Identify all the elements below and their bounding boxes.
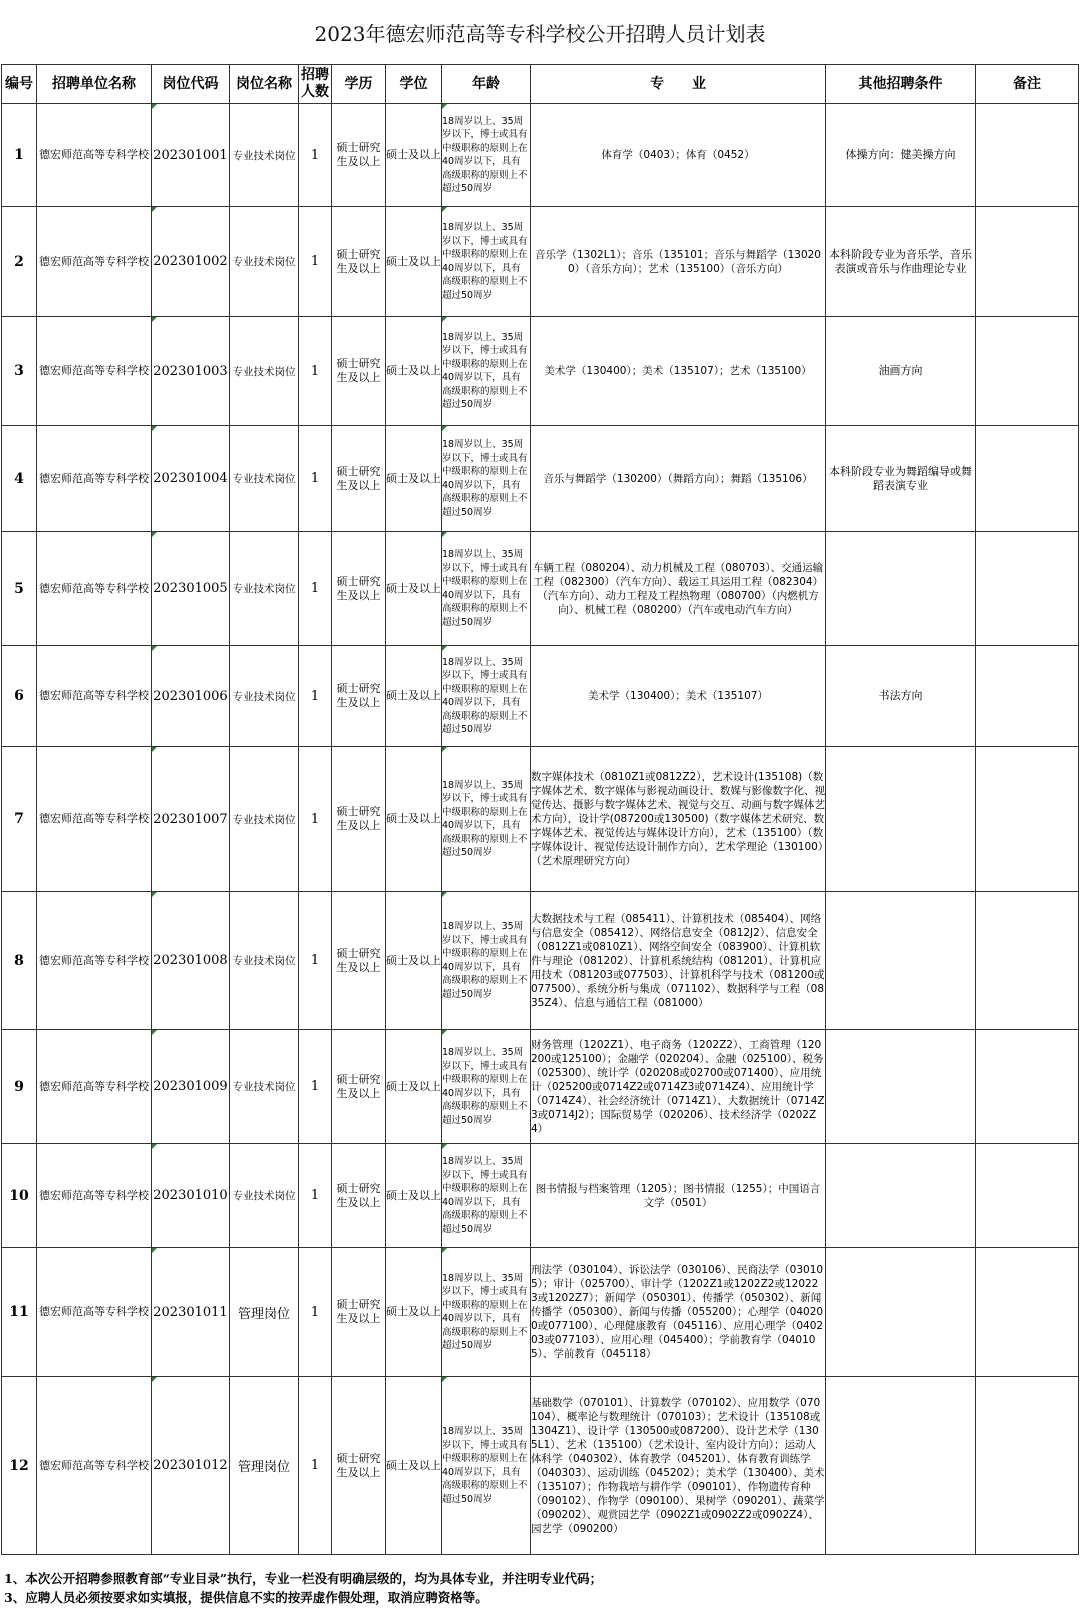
cell-code: 202301007	[152, 747, 230, 892]
cell-count: 1	[299, 1030, 332, 1144]
cell-count: 1	[299, 1144, 332, 1248]
cell-code: 202301004	[152, 426, 230, 532]
cell-degree: 硕士及以上	[386, 1248, 442, 1377]
table-row	[2, 426, 1079, 532]
footnote-3: 3、应聘人员必须按要求如实填报，提供信息不实的按弄虚作假处理，取消应聘资格等。	[4, 1590, 488, 1605]
header-degree: 学位	[386, 65, 442, 104]
table-row	[2, 646, 1079, 747]
header-edu: 学历	[332, 65, 386, 104]
cell-other: 本科阶段专业为舞蹈编导或舞蹈表演专业	[826, 426, 976, 532]
cell-unit: 德宏师范高等专科学校	[37, 1144, 152, 1248]
cell-note	[976, 426, 1079, 532]
cell-major: 数字媒体技术（0810Z1或0812Z2），艺术设计(135108)（数字媒体艺术、数字媒体与影视动画设计、数媒与影像数字化、视觉传达、摄影与数字媒体艺术、视觉与交互、动画与数字媒体艺术方向），设计学(087200或130500)（数字媒体艺术研究、数字媒体艺术、视觉传达与媒体设计方向），艺术（135100）（数字媒体设计、视觉传达设计制作方向），艺术学理论（130100）（艺术原理研究方向）	[531, 747, 826, 892]
cell-age: 18周岁以上、35周岁以下，博士或具有中级职称的原则上在40周岁以下，具有高级职称的原则上不超过50周岁	[442, 1248, 531, 1377]
cell-post: 专业技术岗位	[230, 532, 299, 646]
footnotes	[4, 1569, 1074, 1607]
cell-no: 11	[2, 1248, 37, 1377]
cell-other: 体操方向：健美操方向	[826, 104, 976, 207]
cell-unit: 德宏师范高等专科学校	[37, 207, 152, 317]
cell-note	[976, 1248, 1079, 1377]
cell-other: 油画方向	[826, 317, 976, 426]
cell-other	[826, 532, 976, 646]
cell-post: 专业技术岗位	[230, 747, 299, 892]
cell-code: 202301010	[152, 1144, 230, 1248]
cell-edu: 硕士研究生及以上	[332, 532, 386, 646]
cell-other	[826, 1377, 976, 1555]
cell-degree: 硕士及以上	[386, 104, 442, 207]
cell-degree: 硕士及以上	[386, 1377, 442, 1555]
cell-no: 9	[2, 1030, 37, 1144]
table-row	[2, 892, 1079, 1030]
cell-degree: 硕士及以上	[386, 207, 442, 317]
cell-no: 10	[2, 1144, 37, 1248]
cell-note	[976, 1377, 1079, 1555]
cell-no: 4	[2, 426, 37, 532]
cell-age: 18周岁以上、35周岁以下，博士或具有中级职称的原则上在40周岁以下，具有高级职称的原则上不超过50周岁	[442, 1030, 531, 1144]
cell-post: 专业技术岗位	[230, 646, 299, 747]
cell-other: 本科阶段专业为音乐学、音乐表演或音乐与作曲理论专业	[826, 207, 976, 317]
cell-count: 1	[299, 104, 332, 207]
cell-post: 专业技术岗位	[230, 317, 299, 426]
cell-major: 基础数学（070101）、计算数学（070102）、应用数学（070104）、概率论与数理统计（070103）；艺术设计（135108或1304Z1）、设计学（130500或087200）、设计艺术学（1305L1）、艺术（135100）（艺术设计、室内设计方向）；运动人体科学（040302）、体育教学（045201）、体育教育训练学（040303）、运动训练（045202）；美术学（130400）、美术（135107）；作物栽培与耕作学（090101）、作物遗传育种（090102）、作物学（090100）、果树学（090201）、蔬菜学（090202）、观赏园艺学（0902Z1或0902Z2或0902Z4）、园艺学（090200）	[531, 1377, 826, 1555]
cell-major: 图书情报与档案管理（1205）；图书情报（1255）；中国语言文学（0501）	[531, 1144, 826, 1248]
header-major: 专 业	[531, 65, 826, 104]
cell-post: 专业技术岗位	[230, 1144, 299, 1248]
cell-degree: 硕士及以上	[386, 317, 442, 426]
header-count: 招聘人数	[299, 65, 332, 104]
cell-count: 1	[299, 892, 332, 1030]
cell-post: 专业技术岗位	[230, 426, 299, 532]
cell-no: 12	[2, 1377, 37, 1555]
cell-degree: 硕士及以上	[386, 426, 442, 532]
cell-major: 体育学（0403）；体育（0452）	[531, 104, 826, 207]
cell-edu: 硕士研究生及以上	[332, 1144, 386, 1248]
cell-edu: 硕士研究生及以上	[332, 747, 386, 892]
cell-count: 1	[299, 532, 332, 646]
cell-age: 18周岁以上、35周岁以下，博士或具有中级职称的原则上在40周岁以下，具有高级职称的原则上不超过50周岁	[442, 747, 531, 892]
cell-code: 202301003	[152, 317, 230, 426]
cell-code: 202301002	[152, 207, 230, 317]
cell-major: 大数据技术与工程（085411）、计算机技术（085404）、网络与信息安全（085412）、网络信息安全（0812J2）、信息安全（0812Z1或0810Z1）、网络空间安全（083900）、计算机软件与理论（081202）、计算机系统结构（081201）、计算机应用技术（081203或077503）、计算机科学与技术（081200或077500）、系统分析与集成（071102）、数据科学与工程（0835Z4）、信息与通信工程（081000）	[531, 892, 826, 1030]
cell-code: 202301005	[152, 532, 230, 646]
cell-edu: 硕士研究生及以上	[332, 1248, 386, 1377]
cell-degree: 硕士及以上	[386, 532, 442, 646]
cell-count: 1	[299, 747, 332, 892]
cell-no: 6	[2, 646, 37, 747]
cell-code: 202301008	[152, 892, 230, 1030]
cell-code: 202301006	[152, 646, 230, 747]
header-unit: 招聘单位名称	[37, 65, 152, 104]
cell-other	[826, 1144, 976, 1248]
cell-edu: 硕士研究生及以上	[332, 892, 386, 1030]
cell-code: 202301012	[152, 1377, 230, 1555]
cell-post: 专业技术岗位	[230, 892, 299, 1030]
cell-note	[976, 747, 1079, 892]
cell-degree: 硕士及以上	[386, 1144, 442, 1248]
cell-other	[826, 892, 976, 1030]
cell-age: 18周岁以上、35周岁以下，博士或具有中级职称的原则上在40周岁以下，具有高级职称的原则上不超过50周岁	[442, 207, 531, 317]
cell-note	[976, 532, 1079, 646]
cell-unit: 德宏师范高等专科学校	[37, 426, 152, 532]
footnote-1: 1、本次公开招聘参照教育部“专业目录”执行，专业一栏没有明确层级的，均为具体专业，并注明专业代码；	[4, 1571, 603, 1586]
header-note: 备注	[976, 65, 1079, 104]
cell-edu: 硕士研究生及以上	[332, 426, 386, 532]
header-code: 岗位代码	[152, 65, 230, 104]
cell-age: 18周岁以上、35周岁以下，博士或具有中级职称的原则上在40周岁以下，具有高级职称的原则上不超过50周岁	[442, 426, 531, 532]
cell-post: 管理岗位	[230, 1377, 299, 1555]
cell-code: 202301001	[152, 104, 230, 207]
cell-major: 刑法学（030104）、诉讼法学（030106）、民商法学（030105）；审计（025700）、审计学（1202Z1或1202Z2或120223或1202Z7）；新闻学（050301）、传播学（050302）、新闻传播学（050300）、新闻与传播（055200）；心理学（040200或077100）、心理健康教育（045116）、应用心理学（040203或077103）、应用心理（045400）；学前教育学（040105）、学前教育（045118）	[531, 1248, 826, 1377]
header-age: 年龄	[442, 65, 531, 104]
table-row	[2, 104, 1079, 207]
table-row	[2, 1030, 1079, 1144]
cell-major: 音乐与舞蹈学（130200）（舞蹈方向）；舞蹈（135106）	[531, 426, 826, 532]
table-row	[2, 1377, 1079, 1555]
cell-note	[976, 207, 1079, 317]
cell-post: 管理岗位	[230, 1248, 299, 1377]
cell-edu: 硕士研究生及以上	[332, 1030, 386, 1144]
recruitment-table	[1, 64, 1079, 1555]
header-row	[2, 65, 1079, 104]
cell-note	[976, 1144, 1079, 1248]
cell-post: 专业技术岗位	[230, 1030, 299, 1144]
table-row	[2, 317, 1079, 426]
table-row	[2, 1248, 1079, 1377]
table-row	[2, 207, 1079, 317]
cell-other	[826, 1248, 976, 1377]
cell-post: 专业技术岗位	[230, 207, 299, 317]
cell-unit: 德宏师范高等专科学校	[37, 892, 152, 1030]
cell-edu: 硕士研究生及以上	[332, 104, 386, 207]
table-row	[2, 747, 1079, 892]
page-title: 2023年德宏师范高等专科学校公开招聘人员计划表	[314, 21, 766, 46]
table-row	[2, 532, 1079, 646]
cell-unit: 德宏师范高等专科学校	[37, 104, 152, 207]
cell-note	[976, 892, 1079, 1030]
cell-count: 1	[299, 1377, 332, 1555]
cell-other	[826, 747, 976, 892]
cell-edu: 硕士研究生及以上	[332, 207, 386, 317]
cell-age: 18周岁以上、35周岁以下，博士或具有中级职称的原则上在40周岁以下，具有高级职称的原则上不超过50周岁	[442, 892, 531, 1030]
cell-other	[826, 1030, 976, 1144]
cell-unit: 德宏师范高等专科学校	[37, 747, 152, 892]
cell-degree: 硕士及以上	[386, 747, 442, 892]
cell-post: 专业技术岗位	[230, 104, 299, 207]
cell-no: 3	[2, 317, 37, 426]
cell-age: 18周岁以上、35周岁以下，博士或具有中级职称的原则上在40周岁以下，具有高级职称的原则上不超过50周岁	[442, 317, 531, 426]
cell-major: 财务管理（1202Z1）、电子商务（1202Z2）、工商管理（120200或125100）；金融学（020204）、金融（025100）、税务（025300）、统计学（020208或02700或071400）、应用统计（025200或0714Z2或0714Z3或0714Z4）、应用统计学（0714Z4）、社会经济统计（0714Z1）、大数据统计（0714Z3或0714J2）；国际贸易学（020206）、技术经济学（0202Z4）	[531, 1030, 826, 1144]
cell-age: 18周岁以上、35周岁以下，博士或具有中级职称的原则上在40周岁以下，具有高级职称的原则上不超过50周岁	[442, 646, 531, 747]
cell-no: 2	[2, 207, 37, 317]
cell-count: 1	[299, 426, 332, 532]
cell-age: 18周岁以上、35周岁以下，博士或具有中级职称的原则上在40周岁以下，具有高级职称的原则上不超过50周岁	[442, 104, 531, 207]
cell-degree: 硕士及以上	[386, 892, 442, 1030]
header-other: 其他招聘条件	[826, 65, 976, 104]
cell-no: 5	[2, 532, 37, 646]
cell-count: 1	[299, 646, 332, 747]
cell-count: 1	[299, 317, 332, 426]
cell-no: 1	[2, 104, 37, 207]
cell-age: 18周岁以上、35周岁以下，博士或具有中级职称的原则上在40周岁以下，具有高级职称的原则上不超过50周岁	[442, 1144, 531, 1248]
cell-unit: 德宏师范高等专科学校	[37, 532, 152, 646]
cell-unit: 德宏师范高等专科学校	[37, 1030, 152, 1144]
cell-degree: 硕士及以上	[386, 1030, 442, 1144]
cell-unit: 德宏师范高等专科学校	[37, 317, 152, 426]
table-row	[2, 1144, 1079, 1248]
cell-edu: 硕士研究生及以上	[332, 646, 386, 747]
cell-major: 美术学（130400）；美术（135107）	[531, 646, 826, 747]
cell-major: 美术学（130400）；美术（135107）；艺术（135100）	[531, 317, 826, 426]
cell-note	[976, 104, 1079, 207]
cell-unit: 德宏师范高等专科学校	[37, 1377, 152, 1555]
cell-degree: 硕士及以上	[386, 646, 442, 747]
cell-edu: 硕士研究生及以上	[332, 317, 386, 426]
cell-code: 202301009	[152, 1030, 230, 1144]
cell-unit: 德宏师范高等专科学校	[37, 1248, 152, 1377]
cell-age: 18周岁以上、35周岁以下，博士或具有中级职称的原则上在40周岁以下，具有高级职称的原则上不超过50周岁	[442, 532, 531, 646]
cell-count: 1	[299, 1248, 332, 1377]
cell-note	[976, 1030, 1079, 1144]
cell-no: 8	[2, 892, 37, 1030]
cell-unit: 德宏师范高等专科学校	[37, 646, 152, 747]
cell-edu: 硕士研究生及以上	[332, 1377, 386, 1555]
cell-major: 音乐学（1302L1）；音乐（135101；音乐与舞蹈学（130200）（音乐方向）；艺术（135100）（音乐方向）	[531, 207, 826, 317]
header-post: 岗位名称	[230, 65, 299, 104]
cell-count: 1	[299, 207, 332, 317]
cell-age: 18周岁以上、35周岁以下，博士或具有中级职称的原则上在40周岁以下，具有高级职称的原则上不超过50周岁	[442, 1377, 531, 1555]
cell-major: 车辆工程（080204）、动力机械及工程（080703）、交通运输工程（082300）（汽车方向）、载运工具运用工程（082304）（汽车方向）、动力工程及工程热物理（080700）（内燃机方向）、机械工程（080200）（汽车或电动汽车方向）	[531, 532, 826, 646]
cell-no: 7	[2, 747, 37, 892]
header-no: 编号	[2, 65, 37, 104]
cell-note	[976, 646, 1079, 747]
cell-other: 书法方向	[826, 646, 976, 747]
cell-code: 202301011	[152, 1248, 230, 1377]
cell-note	[976, 317, 1079, 426]
